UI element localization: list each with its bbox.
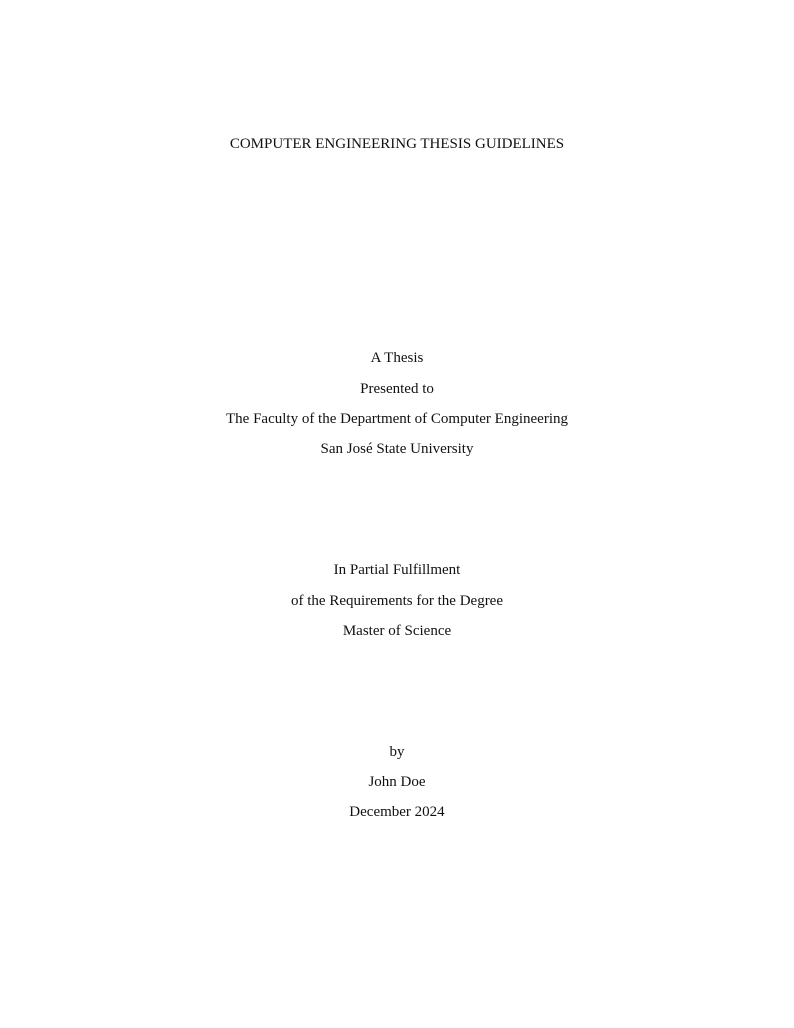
presented-to: Presented to	[360, 381, 434, 397]
by-label: by	[389, 744, 405, 760]
university: San José State University	[320, 441, 474, 457]
degree-name: Master of Science	[342, 623, 452, 639]
submission-date: December 2024	[349, 804, 445, 820]
document-type: A Thesis	[370, 350, 424, 366]
thesis-title: COMPUTER ENGINEERING THESIS GUIDELINES	[229, 136, 565, 152]
department: The Faculty of the Department of Computer Engineering	[226, 411, 568, 427]
fulfillment-statement: In Partial Fulfillment	[333, 562, 461, 578]
author-name: John Doe	[368, 774, 426, 790]
degree-requirements: of the Requirements for the Degree	[291, 593, 503, 609]
